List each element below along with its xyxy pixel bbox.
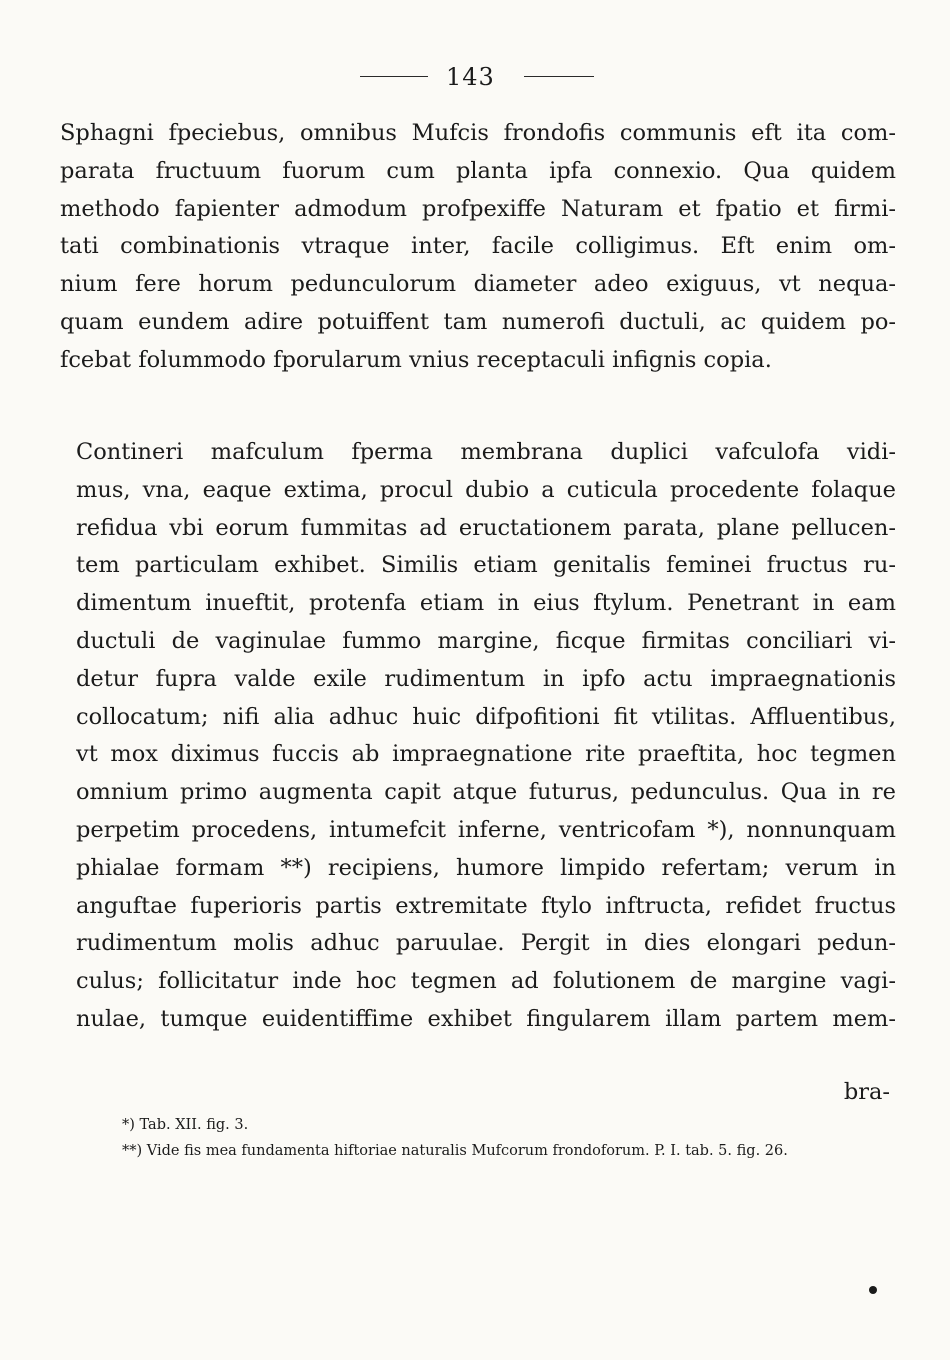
- footnote-1: *) Tab. XII. fig. 3.: [122, 1117, 249, 1133]
- text-line: tem particulam exhibet. Similis etiam genitalis feminei fructus ru-: [76, 552, 896, 579]
- text-line: vt mox diximus fuccis ab impraegnatione rite praeftita, hoc tegmen: [76, 741, 896, 768]
- ink-speck: [869, 1286, 877, 1294]
- text-line: perpetim procedens, intumefcit inferne, ventricofam *), nonnunquam: [76, 816, 896, 843]
- text-line: Contineri mafculum fperma membrana duplici vafculofa vidi-: [76, 439, 896, 465]
- text-line: omnium primo augmenta capit atque futurus, pedunculus. Qua in re: [76, 779, 896, 806]
- text-line: anguftae fuperioris partis extremitate ftylo inftructa, refidet fructus: [76, 892, 896, 919]
- page-header: [0, 62, 950, 92]
- paragraph-1: [60, 115, 896, 380]
- text-line: nulae, tumque euidentiffime exhibet fingularem illam partem mem-: [76, 1005, 896, 1032]
- text-line: dimentum inueftit, protenfa etiam in eius ftylum. Penetrant in eam: [76, 590, 896, 617]
- page-number: 143: [446, 63, 495, 91]
- text-line: Sphagni fpeciebus, omnibus Mufcis frondofis communis eft ita com-: [60, 120, 896, 146]
- paragraph-2: [76, 434, 896, 1039]
- text-line: parata fructuum fuorum cum planta ipfa connexio. Qua quidem: [60, 157, 896, 184]
- text-line: mus, vna, eaque extima, procul dubio a cuticula procedente folaque: [76, 476, 896, 503]
- text-line: detur fupra valde exile rudimentum in ipfo actu impraegnationis: [76, 665, 896, 692]
- text-line: phialae formam **) recipiens, humore limpido refertam; verum in: [76, 854, 896, 881]
- text-line: refidua vbi eorum fummitas ad eructationem parata, plane pellucen-: [76, 514, 896, 541]
- text-line: methodo fapienter admodum profpexiffe Naturam et fpatio et firmi-: [60, 195, 896, 222]
- footnotes: [122, 1112, 902, 1164]
- header-rule-right: [524, 76, 594, 77]
- header-rule-left: [360, 76, 428, 77]
- text-line: nium fere horum pedunculorum diameter adeo exiguus, vt nequa-: [60, 271, 896, 298]
- catchword: bra-: [843, 1079, 890, 1105]
- footnote-2: **) Vide fis mea fundamenta hiftoriae naturalis Mufcorum frondoforum. P. I. tab. 5. fig. 26.: [122, 1143, 788, 1159]
- text-line: fcebat folummodo fporularum vnius receptaculi infignis copia.: [60, 346, 772, 373]
- text-line: rudimentum molis adhuc paruulae. Pergit in dies elongari pedun-: [76, 930, 896, 957]
- text-line: tati combinationis vtraque inter, facile colligimus. Eft enim om-: [60, 233, 896, 260]
- text-line: ductuli de vaginulae fummo margine, ficque firmitas conciliari vi-: [76, 627, 896, 654]
- text-line: collocatum; nifi alia adhuc huic difpofitioni fit vtilitas. Affluentibus,: [76, 703, 896, 730]
- text-line: quam eundem adire potuiffent tam numerofi ductuli, ac quidem po-: [60, 308, 896, 335]
- text-line: culus; follicitatur inde hoc tegmen ad folutionem de margine vagi-: [76, 968, 896, 995]
